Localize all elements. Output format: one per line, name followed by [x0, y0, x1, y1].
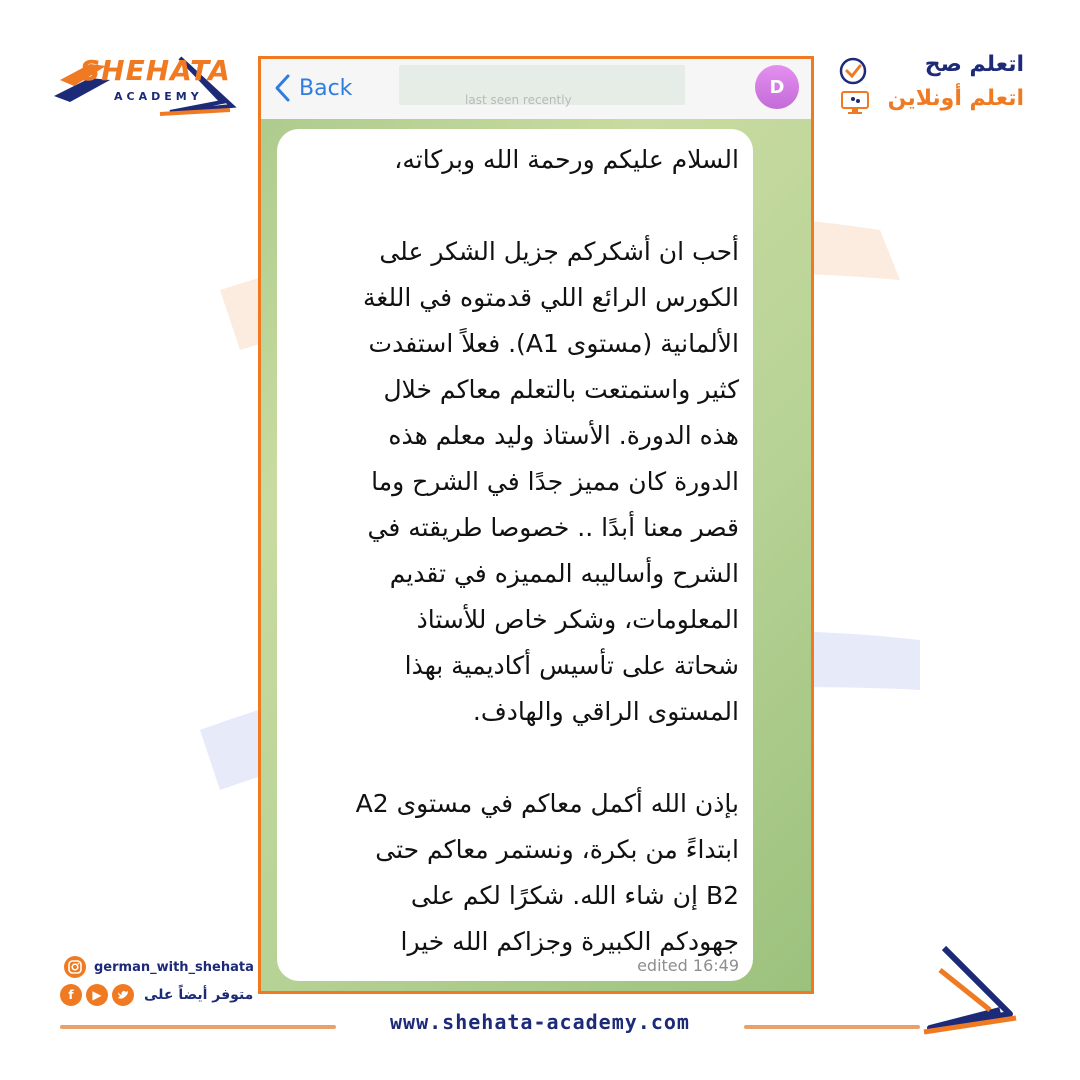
instagram-handle[interactable]	[64, 956, 254, 978]
youtube-icon[interactable]: ▶	[86, 984, 108, 1006]
message-bubble[interactable]	[277, 129, 753, 981]
book-logo-icon	[920, 940, 1030, 1040]
message-timestamp: edited 16:49	[637, 956, 739, 975]
message-text: السلام عليكم ورحمة الله وبركاته، أحب ان أشكركم جزيل الشكر على الكورس الرائع اللي قدمتوه في اللغة الألمانية (مستوى A1). فعلاً استفدت كثير واستمتعت بالتعلم معاكم خلال هذه الدورة. الأستاذ وليد معلم هذه الدورة كان مميز جدًا في الشرح وما قصر معنا أبدًا .. خصوصا طريقته في الشرح وأساليبه المميزه في تقديم المعلومات، وشكر خاص للأستاذ شحاتة على تأسيس أكاديمية بهذا المستوى الراقي والهادف. بإذن الله أكمل معاكم في مستوى A2 ابتداءً من بكرة، ونستمر معاكم حتى B2 إن شاء الله. شكرًا لكم على جهودكم الكبيرة وجزاكم الله خيرا	[355, 145, 739, 956]
monitor-icon	[840, 90, 870, 116]
facebook-icon[interactable]: f	[60, 984, 82, 1006]
back-label: Back	[299, 75, 353, 101]
twitter-icon[interactable]	[112, 984, 134, 1006]
check-circle-icon	[838, 56, 868, 86]
back-button[interactable]	[273, 71, 352, 105]
avatar[interactable]: D	[755, 65, 799, 109]
instagram-icon	[64, 956, 86, 978]
instagram-handle-text: german_with_shehata	[94, 959, 254, 975]
logo-main-text: SHEHATA	[80, 54, 231, 87]
slogan-learn-online: اتعلم أونلاين	[887, 86, 1024, 111]
footer-divider-right	[744, 1025, 920, 1029]
shehata-academy-logo	[50, 50, 240, 130]
chevron-left-icon	[273, 73, 293, 103]
website-url[interactable]: www.shehata-academy.com	[390, 1010, 690, 1034]
chat-header	[261, 59, 811, 119]
social-links	[60, 984, 253, 1006]
last-seen-status: last seen recently	[465, 93, 572, 107]
logo-sub-text: ACADEMY	[114, 90, 203, 103]
available-on-label: متوفر أيضاً على	[144, 987, 254, 1003]
slogan-learn-right: اتعلم صح	[924, 52, 1024, 77]
chat-screenshot	[258, 56, 814, 994]
